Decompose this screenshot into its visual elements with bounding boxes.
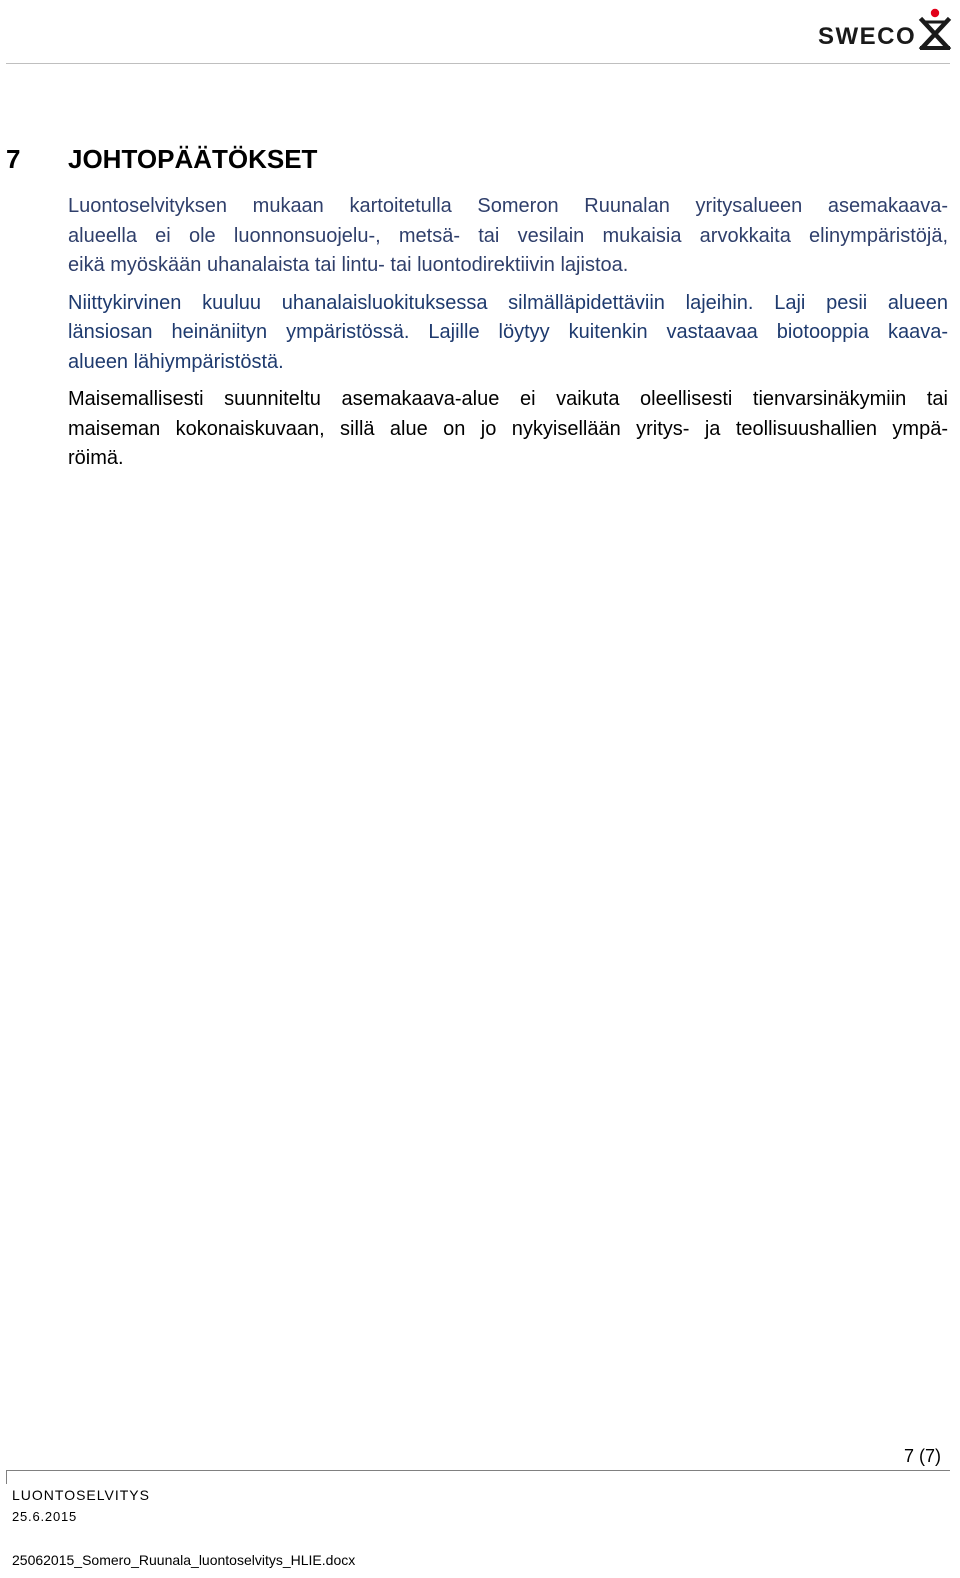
text-line: röimä. [68, 447, 124, 469]
footer-filename: 25062015_Somero_Ruunala_luontoselvitys_HLIE.docx [12, 1552, 356, 1568]
paragraph-conclusion-landscape [68, 385, 948, 474]
header-divider [6, 63, 950, 64]
footer-document-title: LUONTOSELVITYS [12, 1487, 150, 1503]
footer-date: 25.6.2015 [12, 1509, 78, 1524]
logo-text: SWECO [818, 23, 917, 50]
section-title: JOHTOPÄÄTÖKSET [68, 144, 318, 174]
text-line: länsiosan heinäniityn ympäristössä. Lajille löytyy kuitenkin vastaavaa biotooppia kaava- [68, 321, 948, 343]
section-number: 7 [6, 144, 21, 174]
paragraph-conclusion-species [68, 289, 948, 378]
text-line: Maisemallisesti suunniteltu asemakaava-alue ei vaikuta oleellisesti tienvarsinäkymiin tai [68, 388, 948, 410]
section-heading [0, 142, 960, 176]
body-text [68, 192, 948, 482]
text-line: Niittykirvinen kuuluu uhanalaisluokituksessa silmälläpidettäviin lajeihin. Laji pesii alueen [68, 291, 948, 314]
text-line: alueen lähiympäristöstä. [68, 350, 284, 373]
sweco-figure-icon [918, 8, 952, 50]
text-line: eikä myöskään uhanalaista tai lintu- tai luontodirektiivin lajistoa. [68, 254, 629, 276]
footer-divider-tick [6, 1470, 7, 1484]
paragraph-conclusion-habitats [68, 192, 948, 281]
footer-divider [6, 1470, 950, 1471]
text-line: maiseman kokonaiskuvaan, sillä alue on jo nykyisellään yritys- ja teollisuushallien ympä- [68, 417, 948, 440]
sweco-logo [818, 8, 954, 52]
page-number: 7 (7) [903, 1446, 941, 1466]
text-line: Luontoselvityksen mukaan kartoitetulla Someron Ruunalan yritysalueen asemakaava- [68, 195, 948, 217]
text-line: alueella ei ole luonnonsuojelu-, metsä- tai vesilain mukaisia arvokkaita elinympäristöjä, [68, 224, 948, 247]
